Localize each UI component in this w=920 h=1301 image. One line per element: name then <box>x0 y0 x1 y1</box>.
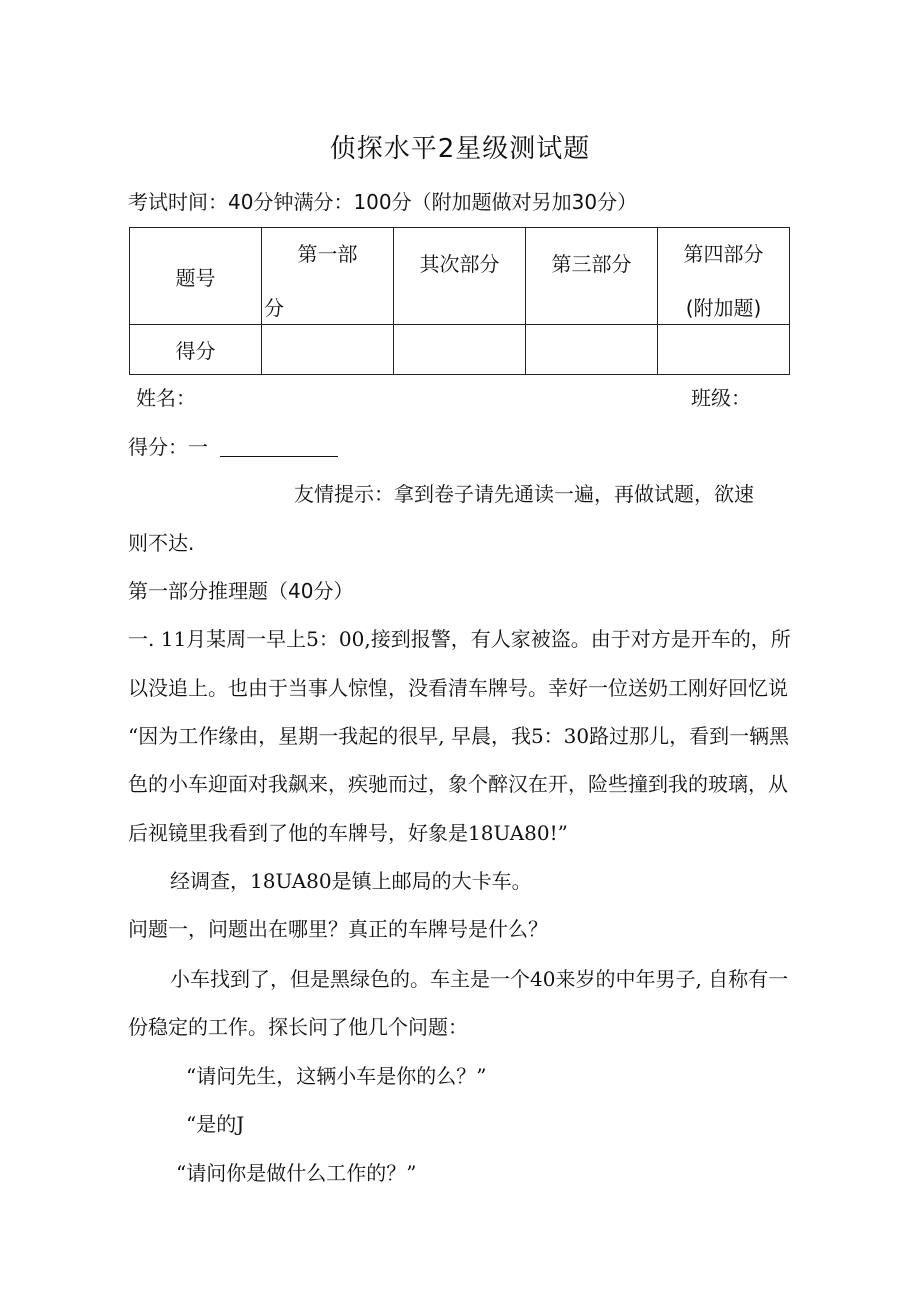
dialogue-line: “请问先生，这辆小车是你的么？” <box>186 1064 487 1088</box>
hint-line-1: 友情提示：拿到卷子请先通读一遍，再做试题，欲速 <box>294 482 754 506</box>
score-cell-part4 <box>658 325 790 375</box>
paragraph-line: 份稳定的工作。探长问了他几个问题： <box>128 1015 468 1039</box>
score-label: 得分：一 <box>128 435 208 459</box>
header-cell-part4: 第四部分 (附加题) <box>658 228 790 325</box>
paragraph-line: “因为工作缘由，星期一我起的很早, 早晨，我5：30路过那儿，看到一辆黑 <box>128 724 790 748</box>
paragraph-line: 小车找到了，但是黑绿色的。车主是一个40来岁的中年男子, 自称有一 <box>170 967 789 991</box>
name-label: 姓名： <box>136 386 196 410</box>
header-cell-number: 题号 <box>130 228 262 325</box>
header-cell-part3: 第三部分 <box>526 228 658 325</box>
section-heading: 第一部分推理题（40分） <box>128 579 354 603</box>
score-table <box>129 227 790 375</box>
header-cell-part2: 其次部分 <box>394 228 526 325</box>
paragraph-line: 经调查，18UA80是镇上邮局的大卡车。 <box>170 869 532 893</box>
score-cell-part1 <box>262 325 394 375</box>
score-row-label: 得分 <box>130 325 262 375</box>
paragraph-line: 色的小车迎面对我飙来，疾驰而过，象个醉汉在开，险些撞到我的玻璃，从 <box>128 772 788 796</box>
header-cell-part1: 第一部 分 <box>262 228 394 325</box>
score-cell-part2 <box>394 325 526 375</box>
class-label: 班级： <box>691 386 751 410</box>
score-blank-line <box>220 456 338 457</box>
paragraph-line: 一. 11月某周一早上5：00,接到报警，有人家被盗。由于对方是开车的，所 <box>128 627 791 651</box>
paragraph-line: 后视镜里我看到了他的车牌号，好象是18UA80!” <box>128 821 568 845</box>
table-row <box>130 325 790 375</box>
page-title: 侦探水平2星级测试题 <box>329 134 591 164</box>
dialogue-line: “是的J <box>186 1112 245 1136</box>
hint-line-2: 则不达. <box>128 531 195 555</box>
dialogue-line: “请问你是做什么工作的？” <box>176 1161 417 1185</box>
question-1: 问题一，问题出在哪里？真正的车牌号是什么？ <box>128 917 548 941</box>
exam-info: 考试时间：40分钟满分：100分（附加题做对另加30分） <box>128 190 638 214</box>
table-row <box>130 228 790 325</box>
score-cell-part3 <box>526 325 658 375</box>
paragraph-line: 以没追上。也由于当事人惊惶，没看清车牌号。幸好一位送奶工刚好回忆说 <box>128 676 788 700</box>
